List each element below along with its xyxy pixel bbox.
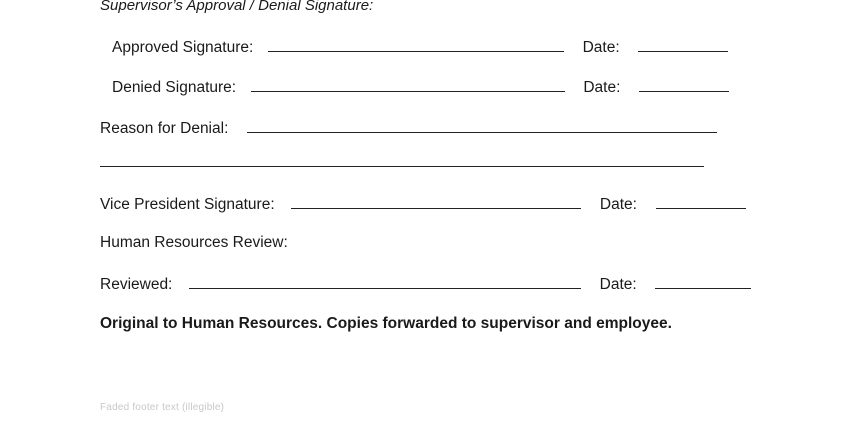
denied-date-label: Date: (583, 79, 621, 96)
reason-continuation-row (100, 152, 704, 172)
approved-label: Approved Signature: (112, 39, 254, 56)
section-heading (100, 0, 373, 14)
reviewed-row (100, 274, 751, 294)
distribution-notice: Original to Human Resources. Copies forwarded to supervisor and employee. (100, 315, 672, 332)
reason-continuation-field[interactable] (100, 152, 704, 167)
reason-field[interactable] (247, 118, 717, 133)
approved-signature-field[interactable] (268, 37, 564, 52)
vp-row (100, 194, 746, 214)
denied-date-field[interactable] (639, 77, 729, 92)
reviewed-field[interactable] (189, 274, 581, 289)
reason-row (100, 118, 717, 138)
footer-faded (100, 402, 224, 413)
denied-signature-field[interactable] (251, 77, 565, 92)
reviewed-date-label: Date: (599, 276, 637, 293)
approved-date-label: Date: (582, 39, 620, 56)
vp-label: Vice President Signature: (100, 196, 275, 213)
vp-date-label: Date: (599, 196, 637, 213)
footer-faded-text: Faded footer text (illegible) (100, 402, 225, 413)
reviewed-label: Reviewed: (100, 276, 173, 293)
reviewed-date-field[interactable] (655, 274, 751, 289)
hr-review-row (100, 234, 288, 252)
vp-signature-field[interactable] (291, 194, 581, 209)
denied-row (112, 77, 729, 97)
distribution-notice-row (100, 315, 672, 333)
reason-label: Reason for Denial: (100, 120, 229, 137)
hr-review-heading: Human Resources Review: (100, 234, 288, 251)
approved-row (112, 37, 728, 57)
vp-date-field[interactable] (656, 194, 746, 209)
approved-date-field[interactable] (638, 37, 728, 52)
denied-label: Denied Signature: (112, 79, 237, 96)
section-heading-text: Supervisor’s Approval / Denial Signature: (100, 0, 374, 14)
